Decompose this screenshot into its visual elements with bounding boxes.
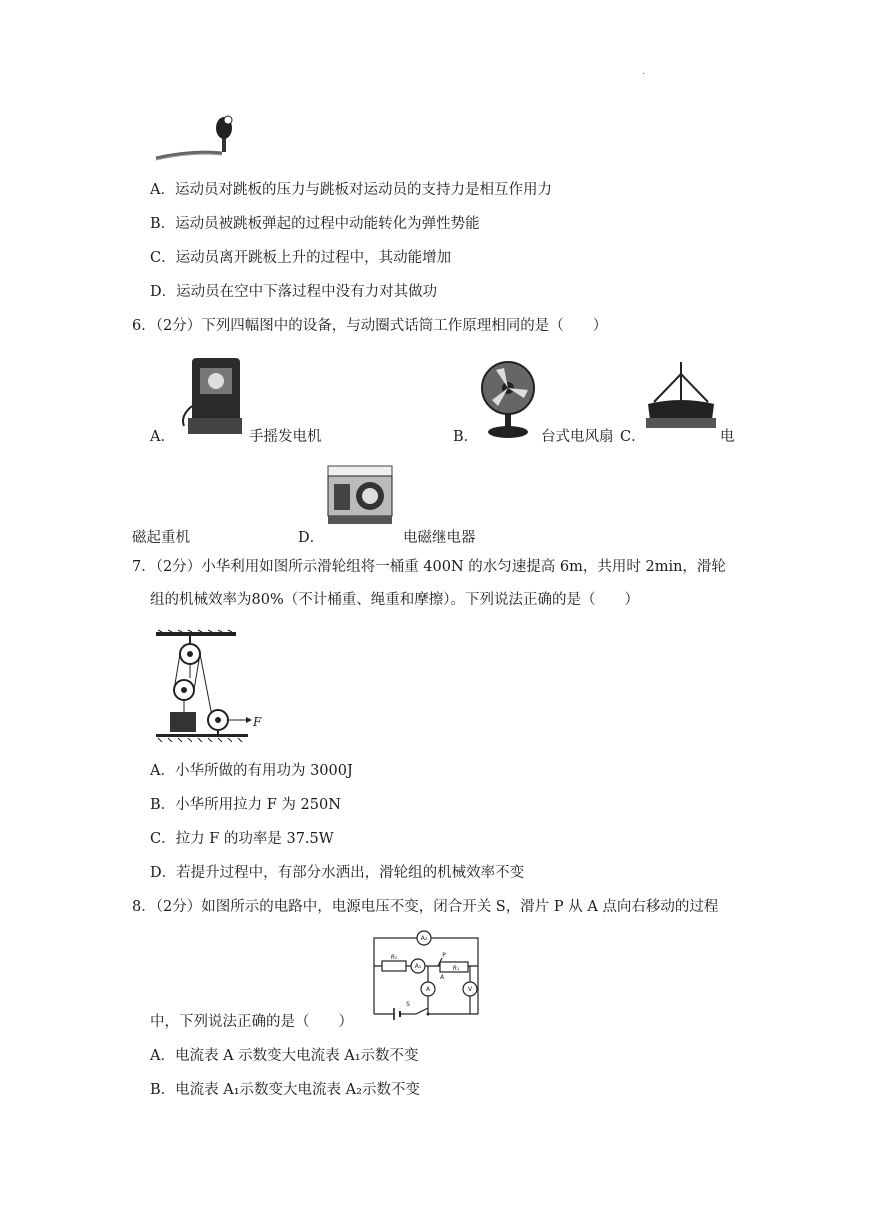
circuit-label-r1: R₁ (452, 965, 460, 972)
electromagnetic-crane-image (642, 360, 720, 436)
diving-board-figure (152, 108, 244, 164)
q8-option-b: B．电流表 A₁示数变大电流表 A₂示数不变 (150, 1082, 420, 1098)
q8-option-a: A．电流表 A 示数变大电流表 A₁示数不变 (150, 1048, 419, 1064)
circuit-label-a2: A₂ (420, 935, 428, 942)
q5-option-a: A．运动员对跳板的压力与跳板对运动员的支持力是相互作用力 (150, 182, 552, 198)
corner-mark: . (642, 66, 646, 77)
q6-option-c-text-part2: 磁起重机 (132, 530, 190, 546)
pulley-system-figure (152, 628, 268, 746)
q6-stem: 6．（2分）下列四幅图中的设备，与动圈式话筒工作原理相同的是（ ） (132, 318, 608, 334)
q5-option-b: B．运动员被跳板弹起的过程中动能转化为弹性势能 (150, 216, 480, 232)
q6-option-d-letter: D． (298, 530, 325, 546)
circuit-label-a1: A₁ (414, 963, 422, 970)
q7-option-b: B．小华所用拉力 F 为 250N (150, 797, 341, 813)
circuit-label-a: A (425, 986, 431, 993)
q6-option-c-letter: C． (620, 429, 646, 445)
q8-stem-line2: 中，下列说法正确的是（ ） (150, 1014, 353, 1030)
q7-stem-line1: 7．（2分）小华利用如图所示滑轮组将一桶重 400N 的水匀速提高 6m，共用时 2min，滑轮 (132, 559, 726, 575)
q6-option-a-letter: A． (150, 429, 175, 445)
q8-stem-line1: 8．（2分）如图所示的电路中，电源电压不变，闭合开关 S，滑片 P 从 A 点向右移动的过程 (132, 899, 719, 915)
pulley-force-label: F (253, 715, 262, 729)
circuit-label-p: P (442, 952, 446, 959)
q5-option-d: D．运动员在空中下落过程中没有力对其做功 (150, 284, 438, 300)
q6-option-b-letter: B． (453, 429, 479, 445)
desk-fan-image (476, 360, 540, 442)
q7-option-c: C．拉力 F 的功率是 37.5W (150, 831, 334, 847)
circuit-label-point-a: A (439, 974, 445, 981)
circuit-label-s: S (406, 1001, 410, 1008)
q7-option-d: D．若提升过程中，有部分水洒出，滑轮组的机械效率不变 (150, 865, 525, 881)
q6-option-c-text-part1: 电 (720, 429, 735, 445)
q5-option-c: C．运动员离开跳板上升的过程中，其动能增加 (150, 250, 452, 266)
q7-stem-line2: 组的机械效率为80%（不计桶重、绳重和摩擦）。下列说法正确的是（ ） (150, 592, 639, 608)
q6-option-a-text: 手摇发电机 (249, 429, 322, 445)
circuit-diagram (368, 930, 490, 1022)
q7-option-a: A．小华所做的有用功为 3000J (150, 763, 353, 779)
q6-option-d-text: 电磁继电器 (403, 530, 476, 546)
relay-image (322, 462, 398, 530)
circuit-label-v: V (467, 986, 473, 993)
q6-option-b-text: 台式电风扇 (541, 429, 614, 445)
circuit-label-r0: R₀ (390, 954, 398, 961)
hand-generator-image (178, 356, 246, 440)
